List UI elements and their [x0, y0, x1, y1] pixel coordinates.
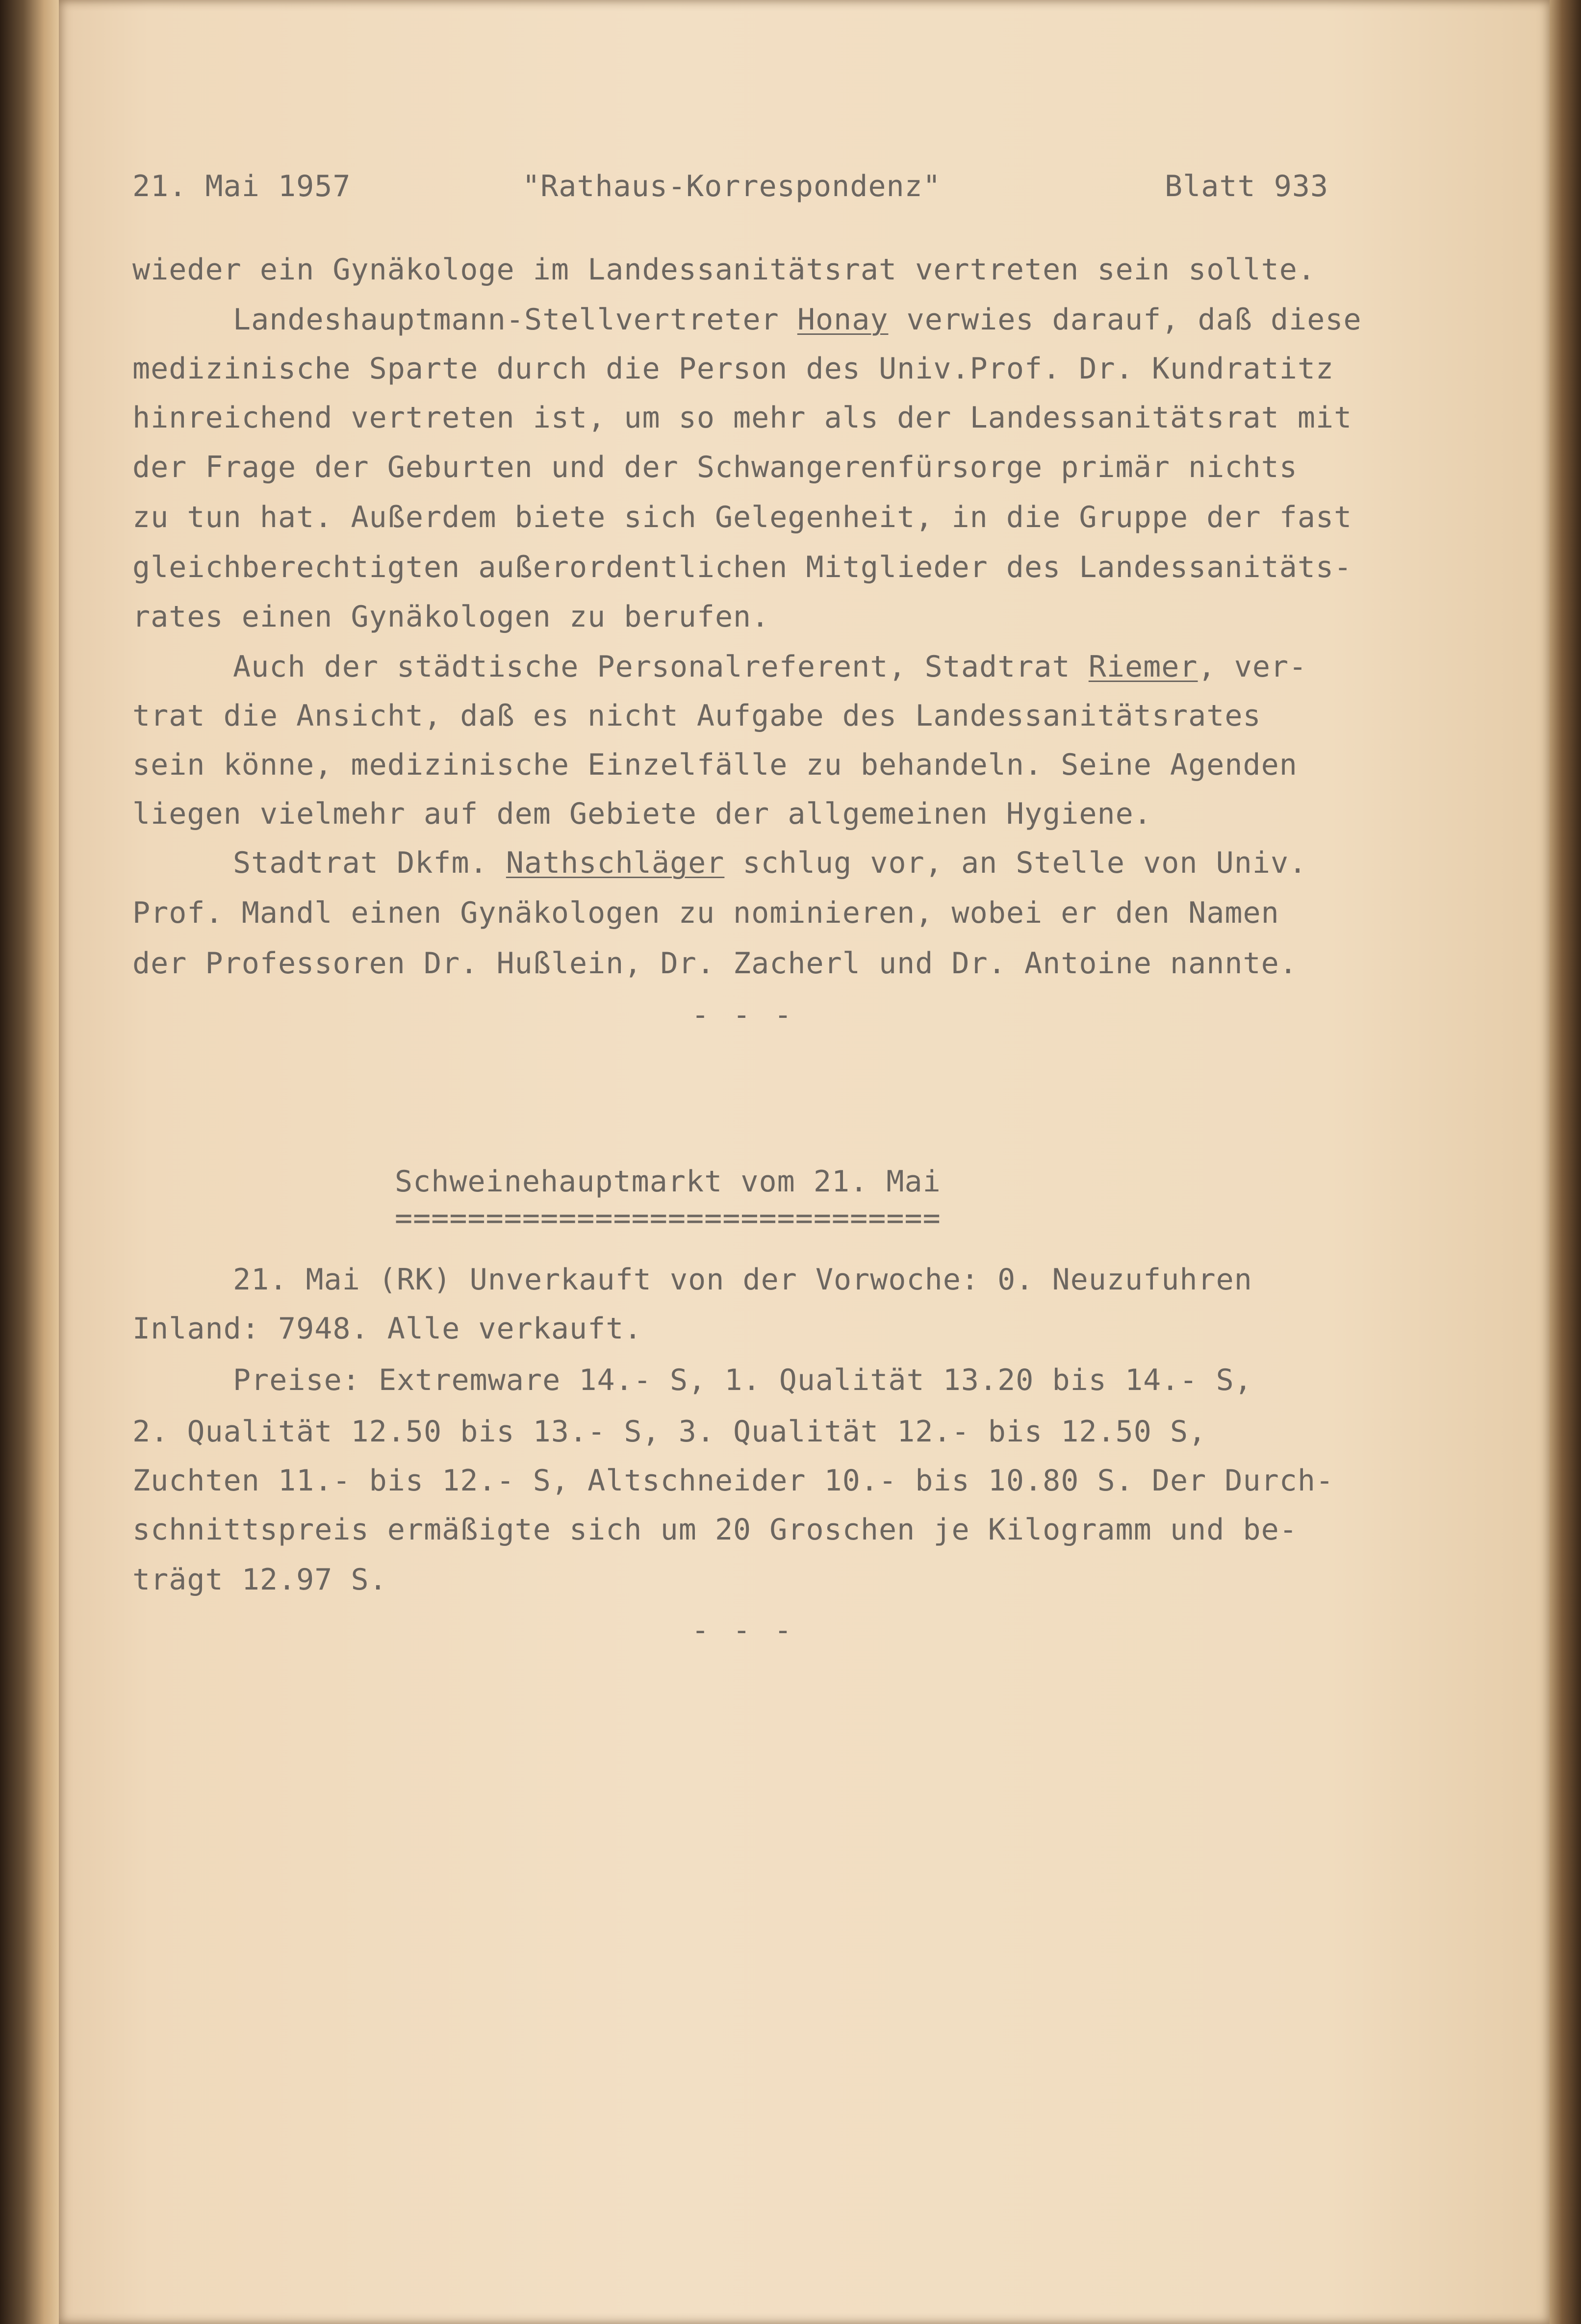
header-sheet-number: Blatt 933: [1165, 169, 1329, 203]
header-publication: "Rathaus-Korrespondenz": [522, 169, 941, 203]
document-page: [59, 0, 1550, 2324]
section-separator: - - -: [691, 998, 795, 1032]
body-line: [233, 303, 1362, 337]
body-line: trat die Ansicht, daß es nicht Aufgabe des Landessanitätsrates: [132, 699, 1261, 733]
underlined-name: Honay: [797, 303, 889, 337]
body-line: schnittspreis ermäßigte sich um 20 Groschen je Kilogramm und be-: [132, 1513, 1298, 1547]
body-line: [233, 652, 1307, 682]
body-line: zu tun hat. Außerdem biete sich Gelegenheit, in die Gruppe der fast: [132, 500, 1352, 534]
text-run: Landeshauptmann-Stellvertreter: [233, 303, 797, 337]
body-line: hinreichend vertreten ist, um so mehr als der Landessanitätsrat mit: [132, 401, 1352, 435]
body-line: gleichberechtigten außerordentlichen Mitglieder des Landessanitäts-: [132, 550, 1352, 584]
text-run: verwies darauf, daß diese: [888, 303, 1362, 337]
section-separator: - - -: [691, 1613, 795, 1647]
section-title: Schweinehauptmarkt vom 21. Mai: [395, 1164, 941, 1199]
text-run: , ver-: [1198, 650, 1307, 684]
body-line: trägt 12.97 S.: [132, 1563, 387, 1597]
body-line: Inland: 7948. Alle verkauft.: [132, 1312, 642, 1346]
body-line: medizinische Sparte durch die Person des Univ.Prof. Dr. Kundratitz: [132, 352, 1334, 386]
body-line: rates einen Gynäkologen zu berufen.: [132, 600, 770, 634]
body-line: der Professoren Dr. Hußlein, Dr. Zacherl und Dr. Antoine nannte.: [132, 946, 1298, 981]
body-line: liegen vielmehr auf dem Gebiete der allgemeinen Hygiene.: [132, 797, 1152, 831]
body-line: 21. Mai (RK) Unverkauft von der Vorwoche: 0. Neuzufuhren: [233, 1263, 1252, 1297]
underlined-name: Riemer: [1088, 650, 1198, 684]
text-run: Stadtrat Dkfm.: [233, 846, 506, 880]
body-line: Preise: Extremware 14.- S, 1. Qualität 13.20 bis 14.- S,: [233, 1363, 1252, 1397]
body-line: wieder ein Gynäkologe im Landessanitätsrat vertreten sein sollte.: [132, 253, 1316, 287]
body-line: Prof. Mandl einen Gynäkologen zu nominieren, wobei er den Namen: [132, 896, 1279, 930]
title-double-rule: ==============================: [395, 1201, 941, 1236]
body-line: Zuchten 11.- bis 12.- S, Altschneider 10.- bis 10.80 S. Der Durch-: [132, 1464, 1334, 1498]
body-line: der Frage der Geburten und der Schwangerenfürsorge primär nichts: [132, 450, 1298, 484]
binding-edge: [0, 0, 59, 2324]
page-edge: [1550, 0, 1581, 2324]
body-line: [233, 848, 1307, 878]
body-line: 2. Qualität 12.50 bis 13.- S, 3. Qualität 12.- bis 12.50 S,: [132, 1415, 1207, 1449]
text-run: schlug vor, an Stelle von Univ.: [724, 846, 1307, 880]
header-date: 21. Mai 1957: [132, 169, 351, 203]
underlined-name: Nathschläger: [506, 846, 725, 880]
text-run: Auch der städtische Personalreferent, Stadtrat: [233, 650, 1089, 684]
body-line: sein könne, medizinische Einzelfälle zu behandeln. Seine Agenden: [132, 748, 1298, 782]
